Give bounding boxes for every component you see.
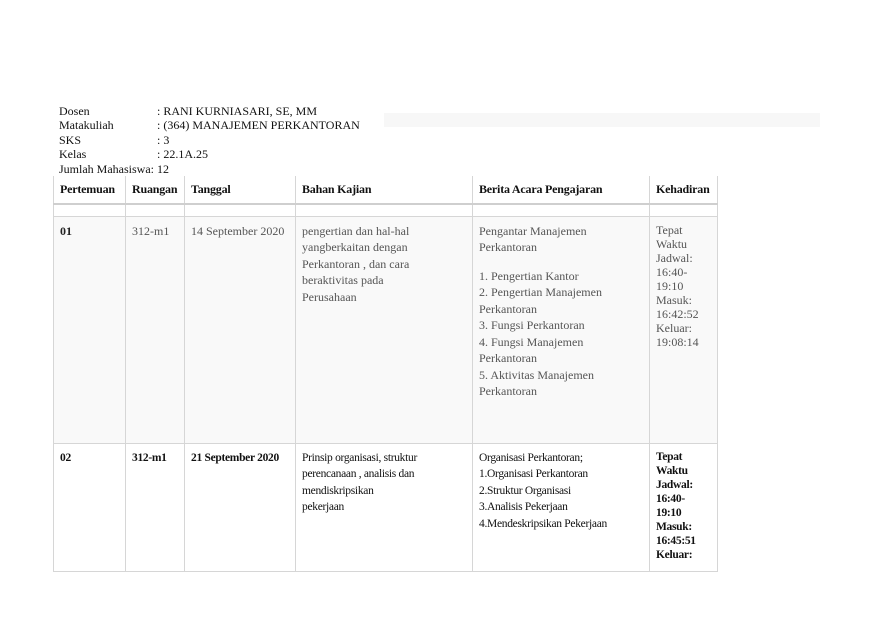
kelas-label: Kelas bbox=[59, 147, 87, 162]
table-row bbox=[54, 216, 718, 443]
jumlah-value: : 12 bbox=[150, 161, 169, 176]
table-header-row bbox=[54, 176, 718, 204]
tanggal-cell: 14 September 2020 bbox=[185, 216, 296, 443]
dosen-label: Dosen bbox=[59, 104, 90, 118]
bahan-line: Perusahaan bbox=[302, 289, 357, 304]
header-kehadiran: Kehadiran bbox=[650, 176, 718, 204]
kehadiran-line: 19:10 bbox=[656, 278, 684, 293]
berita-line: Perkantoran bbox=[479, 301, 537, 316]
header-berita-acara: Berita Acara Pengajaran bbox=[473, 176, 650, 204]
kehadiran-line: Waktu bbox=[656, 464, 688, 477]
bahan-line: pekerjaan bbox=[302, 501, 344, 513]
ruangan-cell: 312-m1 bbox=[126, 443, 185, 571]
kehadiran-line: 16:40- bbox=[656, 492, 685, 505]
berita-acara-cell bbox=[473, 216, 650, 443]
berita-acara-cell bbox=[473, 443, 650, 571]
berita-line: 1. Pengertian Kantor bbox=[479, 268, 579, 283]
kelas-row bbox=[59, 147, 360, 161]
kehadiran-line: Waktu bbox=[656, 236, 688, 251]
berita-line: Perkantoran bbox=[479, 384, 537, 398]
sks-label: SKS bbox=[59, 132, 82, 147]
sks-row bbox=[59, 133, 360, 147]
berita-line: Organisasi Perkantoran; bbox=[479, 451, 583, 464]
pertemuan-cell: 02 bbox=[54, 443, 126, 571]
course-info bbox=[59, 104, 360, 176]
kehadiran-line: Jadwal: bbox=[656, 250, 693, 265]
berita-line: Perkantoran bbox=[479, 351, 537, 365]
table-row bbox=[54, 443, 718, 571]
kehadiran-line: 19:10 bbox=[656, 506, 682, 519]
bahan-kajian-cell bbox=[296, 216, 473, 443]
berita-line: 2.Struktur Organisasi bbox=[479, 484, 571, 497]
dosen-row bbox=[59, 104, 360, 118]
header-ruangan: Ruangan bbox=[126, 176, 185, 204]
bahan-line: beraktivitas pada bbox=[302, 273, 384, 287]
kehadiran-line: Tepat bbox=[656, 222, 683, 237]
kehadiran-line: Masuk: bbox=[656, 292, 692, 307]
header-tanggal: Tanggal bbox=[185, 176, 296, 204]
berita-line: 4. Fungsi Manajemen bbox=[479, 334, 584, 349]
bahan-line: pengertian dan hal-hal bbox=[302, 223, 410, 238]
kehadiran-line: Tepat bbox=[656, 450, 683, 463]
berita-line: 3. Fungsi Perkantoran bbox=[479, 318, 585, 332]
bahan-line: perencanaan , analisis dan bbox=[302, 468, 415, 480]
berita-line: 3.Analisis Pekerjaan bbox=[479, 501, 568, 513]
dosen-value: : RANI KURNIASARI, SE, MM bbox=[157, 104, 318, 118]
tanggal-cell: 21 September 2020 bbox=[185, 443, 296, 571]
berita-line: 5. Aktivitas Manajemen bbox=[479, 367, 594, 382]
bahan-kajian-cell bbox=[296, 443, 473, 571]
matakuliah-label: Matakuliah bbox=[59, 118, 114, 133]
kehadiran-line: Keluar: bbox=[656, 548, 693, 561]
berita-line: 4.Mendeskripsikan Pekerjaan bbox=[479, 517, 607, 530]
berita-intro-line: Perkantoran bbox=[479, 240, 537, 254]
bahan-line: mendiskripsikan bbox=[302, 484, 374, 497]
kehadiran-cell bbox=[650, 443, 718, 571]
faint-band bbox=[384, 113, 820, 127]
header-pertemuan: Pertemuan bbox=[54, 176, 126, 204]
bahan-line: Perkantoran , dan cara bbox=[302, 256, 410, 271]
matakuliah-row bbox=[59, 118, 360, 132]
kehadiran-line: 16:42:52 bbox=[656, 306, 699, 321]
bahan-line: yangberkaitan dengan bbox=[302, 240, 408, 254]
kehadiran-cell bbox=[650, 216, 718, 443]
jumlah-label: Jumlah Mahasiswa bbox=[59, 161, 151, 176]
kehadiran-line: 19:08:14 bbox=[656, 334, 699, 349]
attendance-table bbox=[53, 176, 718, 572]
berita-line: 2. Pengertian Manajemen bbox=[479, 285, 602, 299]
header-bahan-kajian: Bahan Kajian bbox=[296, 176, 473, 204]
kelas-value: : 22.1A.25 bbox=[157, 147, 208, 162]
jumlah-row bbox=[59, 162, 360, 176]
kehadiran-line: 16:40- bbox=[656, 264, 688, 279]
spacer-row bbox=[54, 204, 718, 216]
kehadiran-line: 16:45:51 bbox=[656, 534, 696, 547]
kehadiran-line: Keluar: bbox=[656, 320, 692, 335]
pertemuan-cell: 01 bbox=[54, 216, 126, 443]
sks-value: : 3 bbox=[157, 132, 170, 147]
berita-intro-line: Pengantar Manajemen bbox=[479, 223, 587, 238]
kehadiran-line: Jadwal: bbox=[656, 478, 693, 491]
kehadiran-line: Masuk: bbox=[656, 520, 692, 533]
berita-line: 1.Organisasi Perkantoran bbox=[479, 468, 588, 480]
bahan-line: Prinsip organisasi, struktur bbox=[302, 451, 418, 464]
matakuliah-value: : (364) MANAJEMEN PERKANTORAN bbox=[157, 118, 360, 133]
ruangan-cell: 312-m1 bbox=[126, 216, 185, 443]
